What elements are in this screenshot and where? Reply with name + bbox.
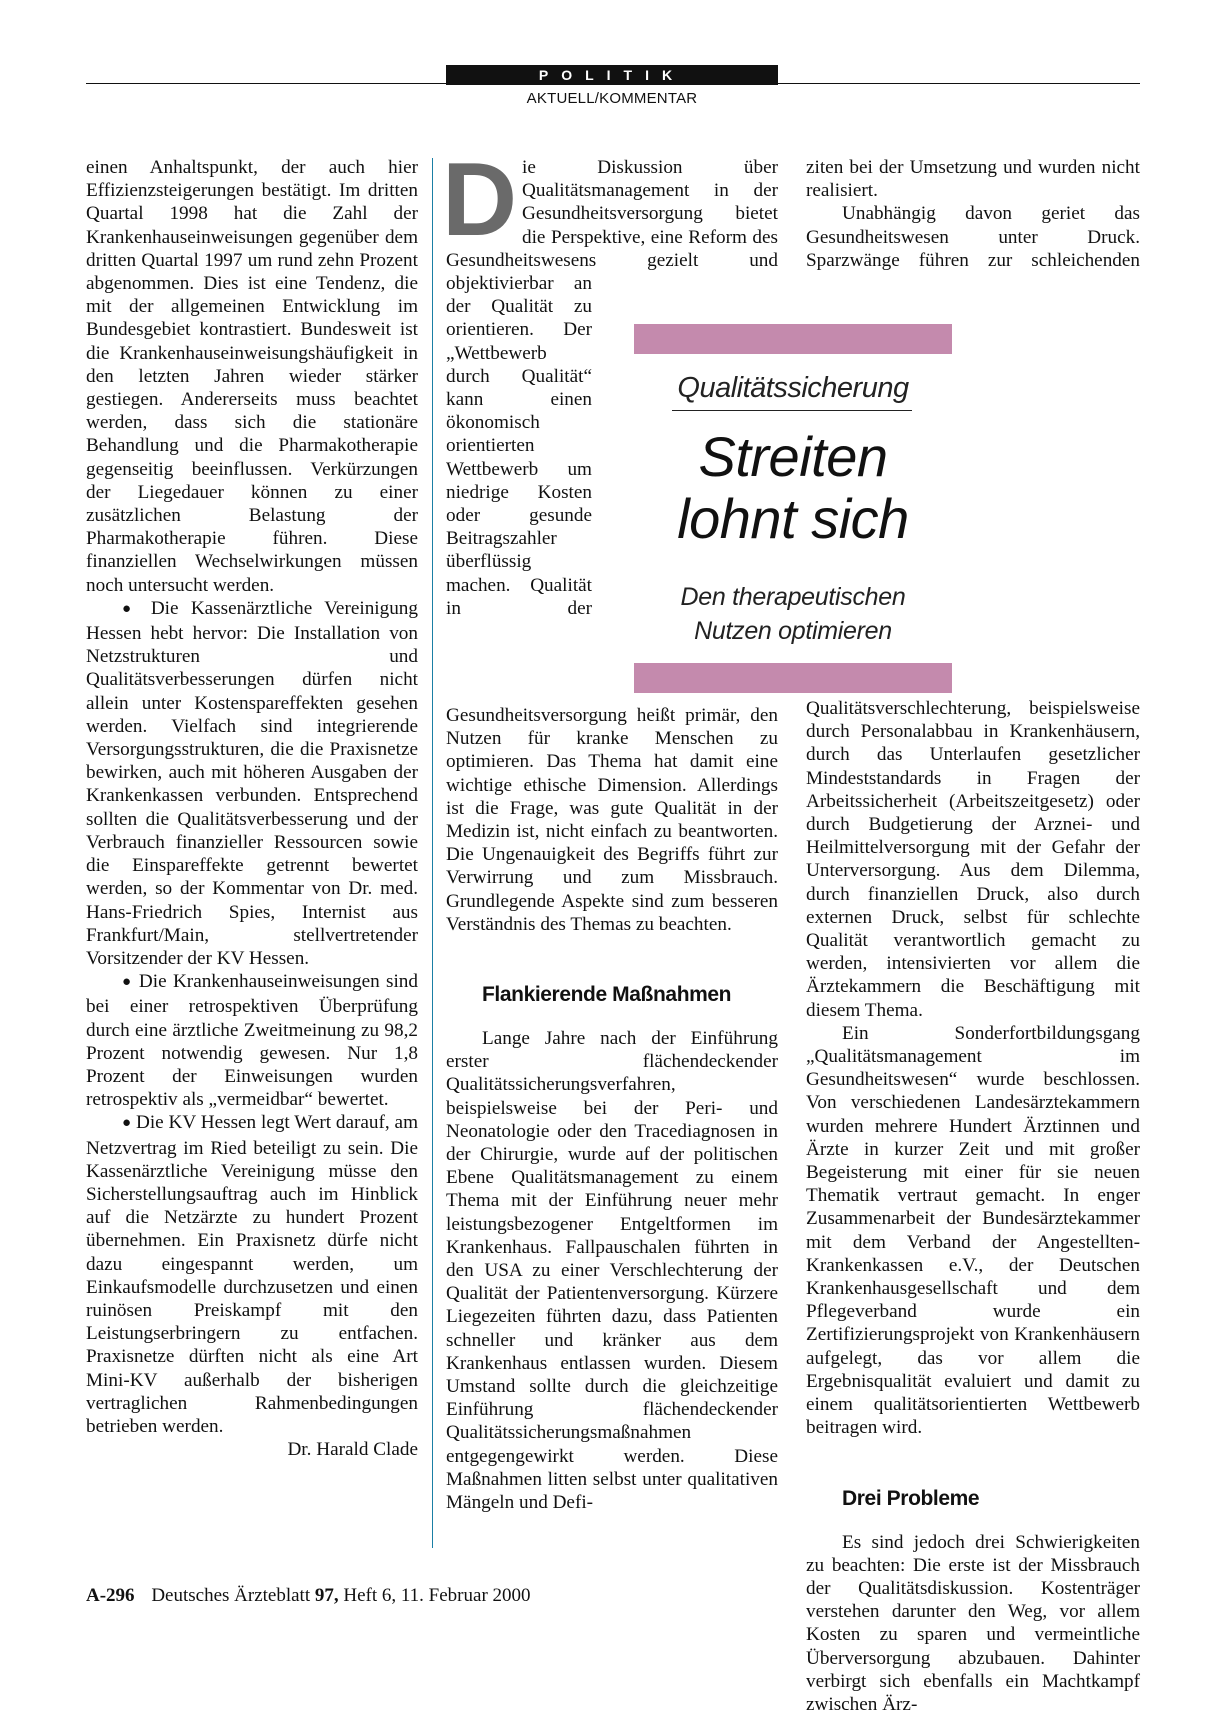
paragraph: ziten bei der Umsetzung und wurden nicht realisiert. [806,156,1140,202]
pull-subtitle-line: Den therapeutischen [634,580,952,614]
pull-subtitle [634,580,952,648]
bullet-text: Die Krankenhauseinweisungen sind bei einer retrospektiven Überprüfung durch eine ärztliche Zweitmeinung zu 98,2 Prozent notwendig gewesen. Nur 1,8 Prozent der Einweisungen wurden retrospektiv als „vermeidbar“ bewertet. [86,971,418,1110]
subsection-label: AKTUELL/KOMMENTAR [446,90,778,107]
journal-volume: 97, [315,1585,339,1606]
kicker-underline [672,410,912,411]
pull-kicker: Qualitätssicherung [634,372,952,405]
bullet-paragraph [86,1111,418,1438]
pull-bar-bottom [634,663,952,693]
paragraph: Lange Jahre nach der Einführung erster flächendeckender Qualitätssicherungsverfahren, beispielsweise bei der Peri- und Neonatologie oder den Tracediagnosen in der Chirurgie, wurde auf der politischen Ebene Qualitätsmanagement zu einem Thema mit der Einführung neuer mehr leistungsbezogener Entgeltformen im Krankenhaus. Fallpauschalen führten in den USA zu einer Verschlechterung der Qualität der Patientenversorgung. Kürzere Liegezeiten führten dazu, dass Patienten schneller und kränker aus dem Krankenhaus entlassen wurden. Diesem Umstand sollte durch die gleichzeitige Einführung flächendeckender Qualitätssicherungsmaßnahmen entgegengewirkt werden. Diese Maßnahmen litten selbst unter qualitativen Mängeln und Defi- [446,1027,778,1514]
bullet-icon: ● [122,601,139,617]
section-label: POLITIK [446,65,778,85]
paragraph: Ein Sonderfortbildungsgang „Qualitätsmanagement im Gesundheitswesen“ wurde beschlossen. Von verschiedenen Landesärztekammern wurden mehrere Hundert Ärztinnen und Ärzte in kurzer Zeit und mit großer Begeisterung mit einer für sie neuen Thematik vertraut gemacht. In enger Zusammenarbeit der Bundesärztekammer mit dem Verband der Angestellten-Krankenkassen e.V., der Deutschen Krankenhausgesellschaft und dem Pflegeverband wurde ein Zertifizierungsprojekt von Krankenhäusern aufgelegt, das vor allem die Ergebnisqualität evaluiert und damit zu einem qualitätsorientierten Wettbewerb beitragen wird. [806,1022,1140,1440]
bullet-icon: ● [122,1115,131,1131]
drop-cap: D [442,160,518,240]
subheading: Flankierende Maßnahmen [446,982,778,1007]
author-signature: Dr. Harald Clade [86,1438,418,1461]
pull-bar-top [634,324,952,354]
journal-name: Deutsches Ärzteblatt [151,1585,310,1606]
left-column [86,156,418,1461]
page-number: A-296 [86,1585,135,1606]
paragraph: ie Diskussion über Qualitätsmanagement in der Gesundheitsversorgung bietet die Perspektive, eine Reform des Gesundheitswesens gezielt und objektivierbar an der Qualität zu orientieren. Der „Wettbewerb durch Qualität“ kann einen ökonomisch orientierten Wettbewerb um niedrige Kosten oder gesunde Beitragszahler überflüssig machen. Qualität in der Gesundheitsversorgung heißt primär, den Nutzen für kranke Menschen zu optimieren. Das Thema hat damit eine wichtige ethische Dimension. Allerdings ist die Frage, was gute Qualität in der Medizin ist, nicht einfach zu beantworten. Die Ungenauigkeit des Begriffs führt zur Verwirrung und zum Missbrauch. Grundlegende Aspekte sind zum besseren Verständnis des Themas zu beachten. [446,156,778,936]
bullet-paragraph [86,597,418,970]
column-rule [432,158,433,1548]
pull-title-line: Streiten [634,426,952,488]
bullet-text: Die KV Hessen legt Wert darauf, am Netzvertrag im Ried beteiligt zu sein. Die Kassenärztliche Vereinigung müsse den Sicherstellungsauftrag auch im Hinblick auf die Netzärzte zu hundert Prozent übernehmen. Ein Praxisnetz dürfe nicht dazu eingespannt werden, um Einkaufsmodelle durchzusetzen und einen ruinösen Preiskampf mit den Leistungserbringern zu entfachen. Praxisnetze dürften nicht als eine Art Mini-KV außerhalb der bisherigen vertraglichen Rahmenbedingungen betrieben werden. [86,1112,418,1437]
bullet-text: Die Kassenärztliche Vereinigung Hessen hebt hervor: Die Installation von Netzstrukturen und Qualitätsverbesserungen dürfen nicht allein unter Kostenspareffekten gesehen werden. Vielfach sind integrierende Versorgungsstrukturen, die die Praxisnetze bewirken, auch mit höheren Ausgaben der Krankenkassen verbunden. Entsprechend sollten die Qualitätsverbesserung und der Verbrauch finanzieller Ressourcen sowie die Einspareffekte getrennt bewertet werden, so der Kommentar von Dr. med. Hans-Friedrich Spies, Internist aus Frankfurt/Main, stellvertretender Vorsitzender der KV Hessen. [86,598,418,969]
journal-issue: Heft 6, 11. Februar 2000 [343,1585,530,1606]
bullet-paragraph [86,970,418,1111]
page-footer [86,1585,531,1607]
header-rule [86,83,1140,84]
pull-title-line: lohnt sich [634,488,952,550]
paragraph: einen Anhaltspunkt, der auch hier Effizienzsteigerungen bestätigt. Im dritten Quartal 1998 hat die Zahl der Krankenhauseinweisungen gegenüber dem dritten Quartal 1997 um rund zehn Prozent abgenommen. Dies ist eine Tendenz, die mit der allgemeinen Entwicklung im Bundesgebiet kontrastiert. Bundesweit ist die Krankenhauseinweisungshäufigkeit in den letzten Jahren wieder stärker gestiegen. Andererseits muss beachtet werden, dass sich die stationäre Behandlung und die Pharmakotherapie gegenseitig beeinflussen. Verkürzungen der Liegedauer können zu einer zusätzlichen Belastung der Pharmakotherapie führen. Diese finanziellen Wechselwirkungen müssen noch untersucht werden. [86,156,418,597]
subheading: Drei Probleme [806,1486,1140,1511]
pull-quote-box [634,324,952,693]
paragraph: Es sind jedoch drei Schwierigkeiten zu beachten: Die erste ist der Missbrauch der Qualitätsdiskussion. Kostenträger verstehen darunter den Weg, vor allem Kosten zu sparen und vermeintliche Überversorgung abzubauen. Dahinter verbirgt sich ebenfalls ein Machtkampf zwischen Ärz- [806,1531,1140,1716]
pull-title [634,426,952,550]
bullet-icon: ● [122,974,133,990]
paragraph: Unabhängig davon geriet das Gesundheitswesen unter Druck. Sparzwänge führen zur schleichenden Qualitätsverschlechterung, beispielsweise durch Personalabbau in Krankenhäusern, durch das Unterlaufen gesetzlicher Mindeststandards in Fragen der Arbeitssicherheit (Arbeitszeitgesetz) oder durch Budgetierung der Arznei- und Heilmittelversorgung mit der Gefahr der Unterversorgung. Aus dem Dilemma, durch finanziellen Druck, also durch externen Druck, selbst für schlechte Qualität verantwortlich gemacht zu werden, intensivierten vor allem die Ärztekammern die Beschäftigung mit diesem Thema. [806,202,1140,1021]
pull-subtitle-line: Nutzen optimieren [634,614,952,648]
